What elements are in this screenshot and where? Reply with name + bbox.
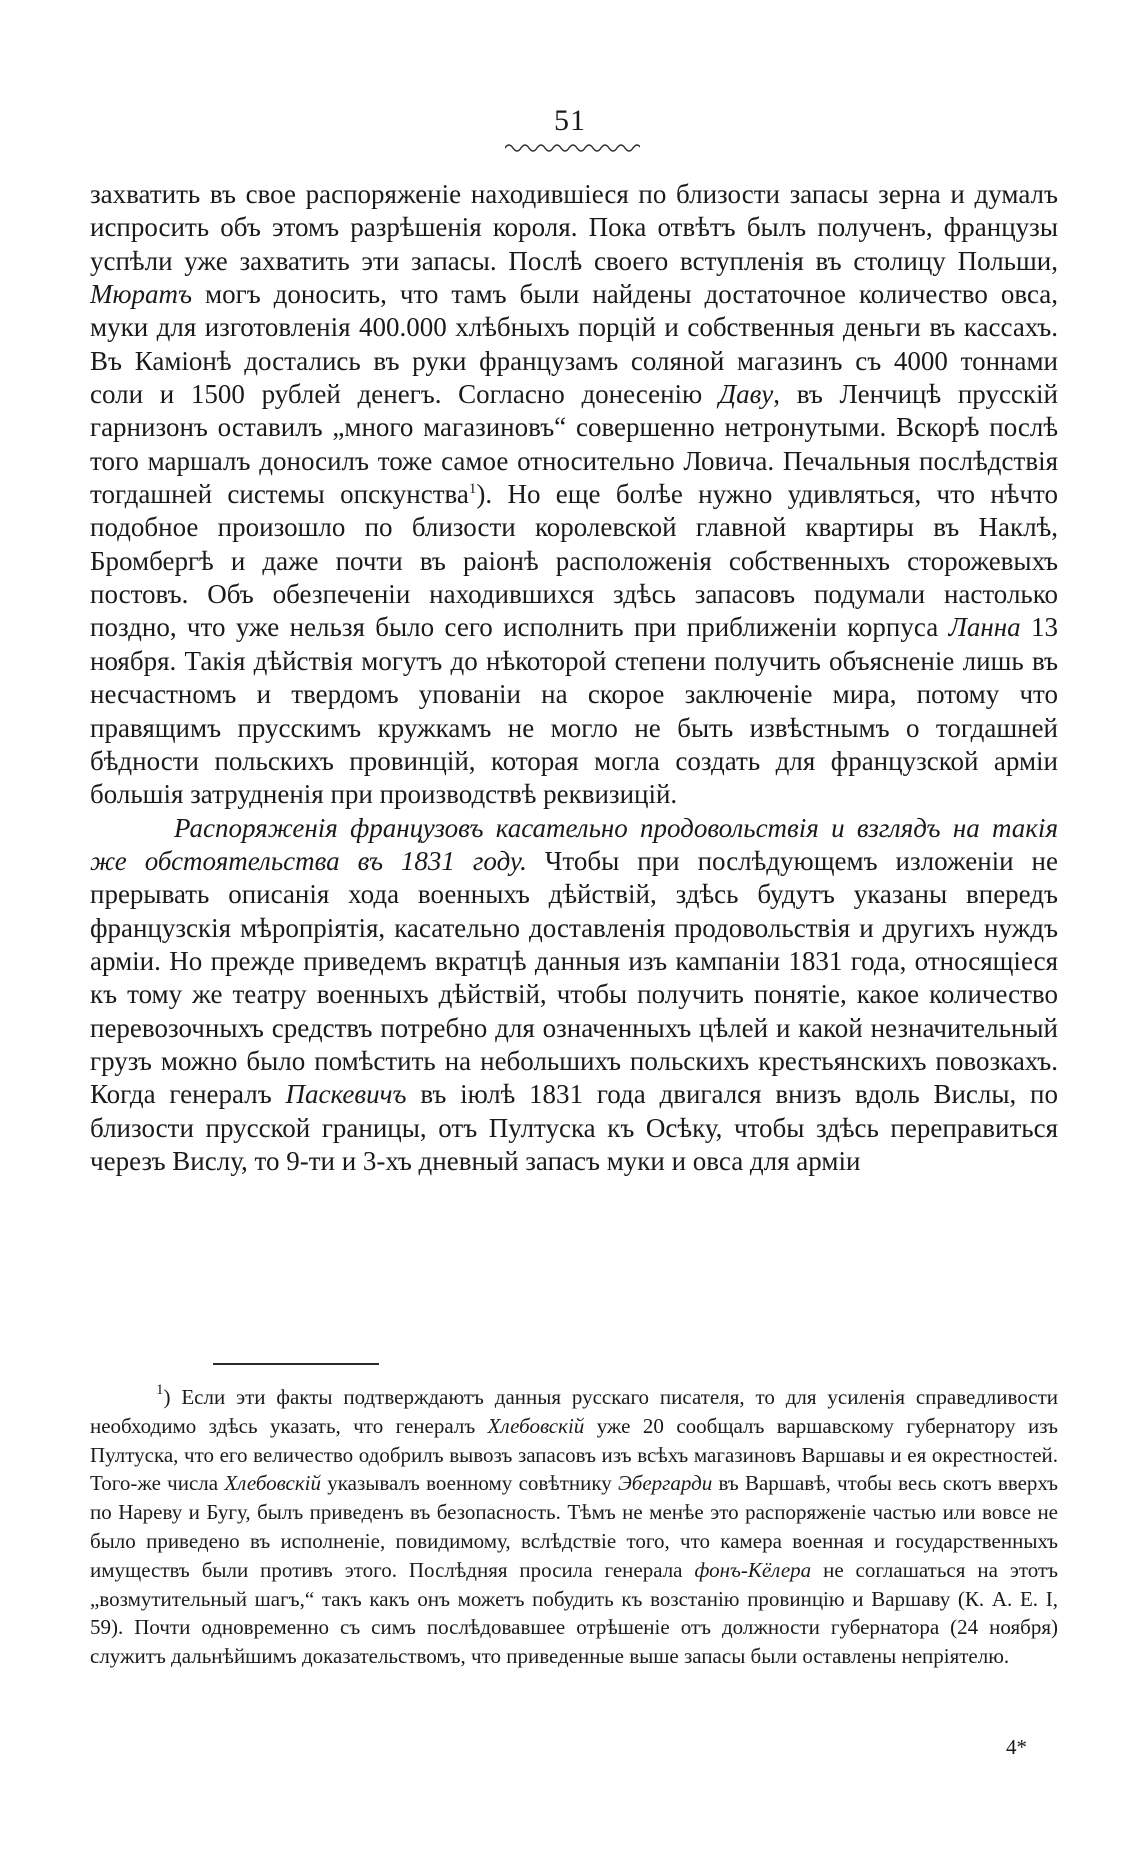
footnote-reference[interactable]: 1	[468, 481, 477, 498]
name-kehler: фонъ-Кёлера	[694, 1557, 812, 1582]
section-heading: Распоряженія французовъ касательно продовольствія и взглядъ на такія же обстоятельства въ 1831 году.	[90, 812, 1058, 876]
footnote-divider	[213, 1363, 379, 1365]
signature-mark: 4*	[1006, 1735, 1027, 1759]
footnote	[90, 1383, 1058, 1671]
name-eberhardi: Эбергарди	[618, 1471, 713, 1496]
name-khlebovsky: Хлебовскій	[224, 1471, 321, 1496]
name-murat: Мюратъ	[90, 279, 193, 310]
footnote-marker: 1	[156, 1382, 164, 1398]
page-number: 51	[554, 104, 586, 137]
main-text	[90, 178, 1058, 1178]
paragraph-1: захватить въ свое распоряженіе находившіеся по близости запасы зерна и думалъ испросить объ этомъ разрѣшенія короля. Пока отвѣтъ былъ полученъ, французы успѣли уже захватить эти запасы. Послѣ своего вступленія въ столицу Польши, Мюратъ могъ доносить, что тамъ были найдены достаточное количество овса, муки для изготовленія 400.000 хлѣбныхъ порцій и собственныя деньги въ кассахъ. Въ Каміонѣ достались въ руки французамъ соляной магазинъ съ 4000 тоннами соли и 1500 рублей денегъ. Согласно донесенію Даву, въ Ленчицѣ прусскій гарнизонъ оставилъ „много магазиновъ“ совершенно нетронутыми. Вскорѣ послѣ того маршалъ доносилъ тоже самое относительно Ловича. Печальныя послѣдствія тогдашней системы опскунства$^1$). Но еще болѣе нужно удивляться, что нѣчто подобное произошло по близости королевской главной квартиры въ Наклѣ, Бромбергѣ и даже почти въ раіонѣ расположенія собственныхъ сторожевыхъ постовъ. Объ обезпеченіи находившихся здѣсь запасовъ подумали настолько поздно, что уже нельзя было сего исполнить при приближеніи корпуса Ланна 13 ноября. Такія дѣйствія могутъ до нѣкоторой степени получить объясненіе лишь въ несчастномъ и твердомъ упованіи на скорое заключеніе мира, потому что правящимъ прусскимъ кружкамъ не могло не быть извѣстнымъ о тогдашней бѣдности польскихъ провинцій, которая могла создать для французской арміи большія затрудненія при производствѣ реквизицій.	[90, 179, 1059, 810]
paragraph-2: Распоряженія французовъ касательно продовольствія и взглядъ на такія же обстоятельства въ 1831 году. Чтобы при послѣдующемъ изложеніи не прерывать описанія хода военныхъ дѣйствій, здѣсь будутъ указаны впередъ французскія мѣропріятія, касательно доставленія продовольствія и другихъ нуждъ арміи. Но прежде приведемъ вкратцѣ данныя изъ кампаніи 1831 года, относящіеся къ тому же театру военныхъ дѣйствій, чтобы получить понятіе, какое количество перевозочныхъ средствъ потребно для означенныхъ цѣлей и какой незначительный грузъ можно было помѣстить на небольшихъ польскихъ крестьянскихъ повозкахъ. Когда генералъ Паскевичъ въ іюлѣ 1831 года двигался внизъ вдоль Вислы, по близости прусской границы, отъ Пултуска къ Осѣку, чтобы здѣсь переправиться черезъ Вислу, то 9-ти и 3-хъ дневный запасъ муки и овса для арміи	[90, 812, 1059, 1176]
name-paskevich: Паскевичъ	[285, 1079, 407, 1110]
name-lann: Ланна	[948, 612, 1021, 643]
footnote-paragraph: $^1$) Если эти факты подтверждаютъ данныя русскаго писателя, то для усиленія справедливости необходимо здѣсь указать, что генералъ Хлебовскій уже 20 сообщалъ варшавскому губернатору изъ Пултуска, что его величество одобрилъ вывозъ запасовъ изъ всѣхъ магазиновъ Варшавы и ея окрестностей. Того-же числа Хлебовскій указывалъ военному совѣтнику Эбергарди въ Варшавѣ, чтобы весь скотъ вверхъ по Нареву и Бугу, былъ приведенъ въ безопасность. Тѣмъ не менѣе это распоряженіе частью или вовсе не было приведено въ исполненіе, повидимому, вслѣдствіе того, что камера военная и государственныхъ имуществъ были противъ этого. Послѣдняя просила генерала фонъ-Кёлера не соглашаться на этотъ „возмутительный шагъ,“ такъ какъ онъ можетъ побудить къ возстанію провинцію и Варшаву (К. А. Е. I, 59). Почти одновременно съ симъ послѣдовавшее отрѣшеніе отъ должности губернатора (24 ноября) служитъ дальнѣйшимъ доказательствомъ, что приведенные выше запасы были оставлены непріятелю.	[90, 1382, 1058, 1669]
wavy-ornament-icon	[505, 142, 640, 152]
page-header	[0, 104, 1140, 138]
name-davu: Даву	[718, 379, 774, 410]
name-khlebovsky: Хлебовскій	[487, 1413, 585, 1438]
